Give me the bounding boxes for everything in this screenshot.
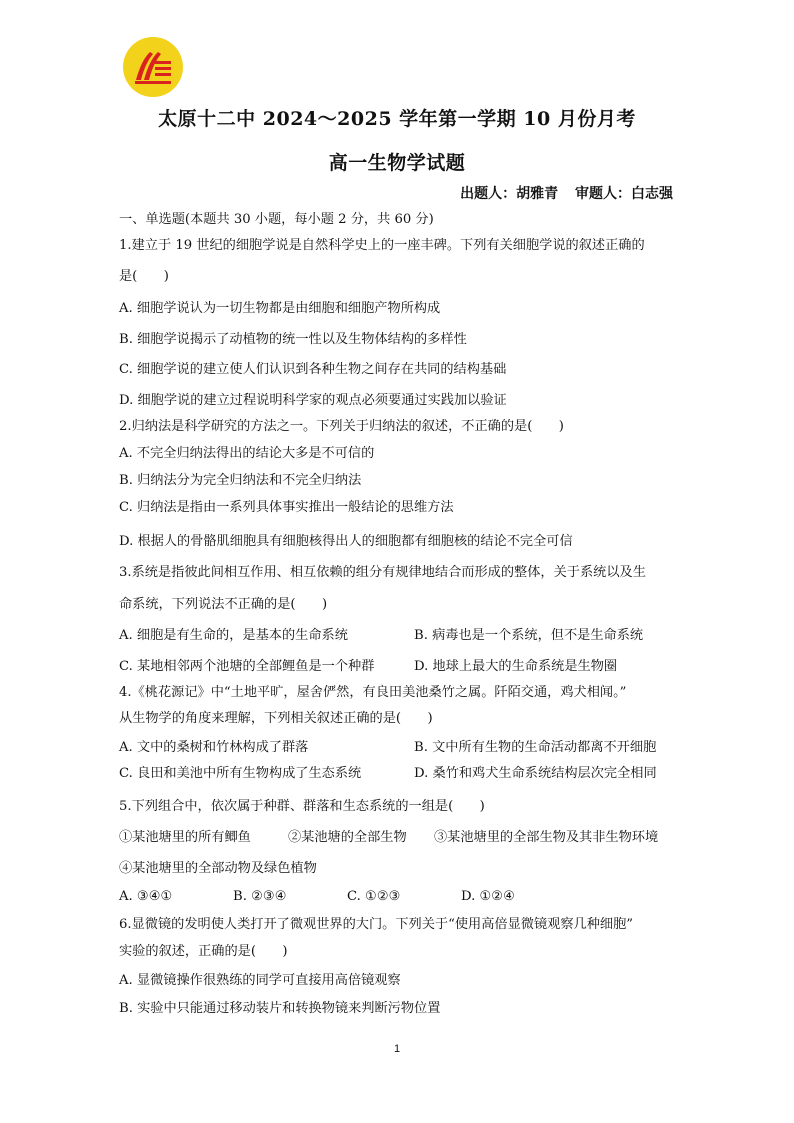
section-heading: 一、单选题(本题共 30 小题，每小题 2 分，共 60 分)	[119, 212, 434, 227]
reviewer: 审题人：白志强	[575, 186, 673, 202]
q6-stem-line1: 6.显微镜的发明使人类打开了微观世界的大门。下列关于“使用高倍显微镜观察几种细胞”	[119, 917, 633, 932]
q2-option-c: C. 归纳法是指由一系列具体事实推出一般结论的思维方法	[119, 500, 454, 515]
q2-option-a: A. 不完全归纳法得出的结论大多是不可信的	[119, 446, 375, 461]
q3-stem-line2: 命系统，下列说法不正确的是( )	[119, 597, 328, 612]
q1-stem-line2: 是( )	[119, 269, 169, 284]
q3-option-b: B. 病毒也是一个系统，但不是生命系统	[414, 628, 644, 643]
q4-option-d: D. 桑竹和鸡犬生命系统结构层次完全相同	[414, 766, 657, 781]
q1-option-a: A. 细胞学说认为一切生物都是由细胞和细胞产物所构成	[119, 301, 441, 316]
exam-subtitle: 高一生物学试题	[328, 152, 466, 174]
q3-stem-line1: 3.系统是指彼此间相互作用、相互依赖的组分有规律地结合而形成的整体，关于系统以及生	[119, 565, 646, 580]
q5-option-d: D. ①②④	[461, 889, 515, 904]
q4-stem-line2: 从生物学的角度来理解，下列相关叙述正确的是( )	[119, 711, 433, 726]
q5-stem: 5.下列组合中，依次属于种群、群落和生态系统的一组是( )	[119, 799, 485, 814]
q4-option-c: C. 良田和美池中所有生物构成了生态系统	[119, 766, 362, 781]
q5-option-b: B. ②③④	[233, 889, 287, 904]
q1-option-b: B. 细胞学说揭示了动植物的统一性以及生物体结构的多样性	[119, 332, 467, 347]
q4-option-b: B. 文中所有生物的生命活动都离不开细胞	[414, 740, 657, 755]
q4-option-a: A. 文中的桑树和竹林构成了群落	[119, 740, 309, 755]
page-number: 1	[393, 1043, 401, 1055]
q6-option-a: A. 显微镜操作很熟练的同学可直接用高倍镜观察	[119, 973, 401, 988]
q2-stem: 2.归纳法是科学研究的方法之一。下列关于归纳法的叙述，不正确的是( )	[119, 419, 564, 434]
q5-option-c: C. ①②③	[347, 889, 401, 904]
q1-stem-line1: 1.建立于 19 世纪的细胞学说是自然科学史上的一座丰碑。下列有关细胞学说的叙述正确的	[119, 238, 645, 253]
q4-stem-line1: 4.《桃花源记》中“土地平旷，屋舍俨然，有良田美池桑竹之属。阡陌交通，鸡犬相闻。”	[119, 685, 627, 700]
q3-option-a: A. 细胞是有生命的，是基本的生命系统	[119, 628, 348, 643]
q1-option-d: D. 细胞学说的建立过程说明科学家的观点必须要通过实践加以验证	[119, 393, 507, 408]
q5-item-2: ②某池塘的全部生物	[288, 830, 407, 845]
exam-title: 太原十二中 2024～2025 学年第一学期 10 月份月考	[158, 108, 636, 130]
q3-option-d: D. 地球上最大的生命系统是生物圈	[414, 659, 618, 674]
q5-option-a: A. ③④①	[119, 889, 173, 904]
q6-stem-line2: 实验的叙述，正确的是( )	[119, 944, 288, 959]
q2-option-b: B. 归纳法分为完全归纳法和不完全归纳法	[119, 473, 362, 488]
authors	[448, 183, 673, 203]
q5-item-4: ④某池塘里的全部动物及绿色植物	[119, 861, 317, 876]
q5-item-1: ①某池塘里的所有鲫鱼	[119, 830, 251, 845]
q5-item-3: ③某池塘里的全部生物及其非生物环境	[434, 830, 659, 845]
q3-option-c: C. 某地相邻两个池塘的全部鲤鱼是一个种群	[119, 659, 375, 674]
q1-option-c: C. 细胞学说的建立使人们认识到各种生物之间存在共同的结构基础	[119, 362, 507, 377]
q2-option-d: D. 根据人的骨骼肌细胞具有细胞核得出人的细胞都有细胞核的结论不完全可信	[119, 534, 573, 549]
q6-option-b: B. 实验中只能通过移动装片和转换物镜来判断污物位置	[119, 1001, 441, 1016]
setter: 出题人：胡雅青	[460, 186, 559, 202]
school-logo	[122, 36, 184, 98]
